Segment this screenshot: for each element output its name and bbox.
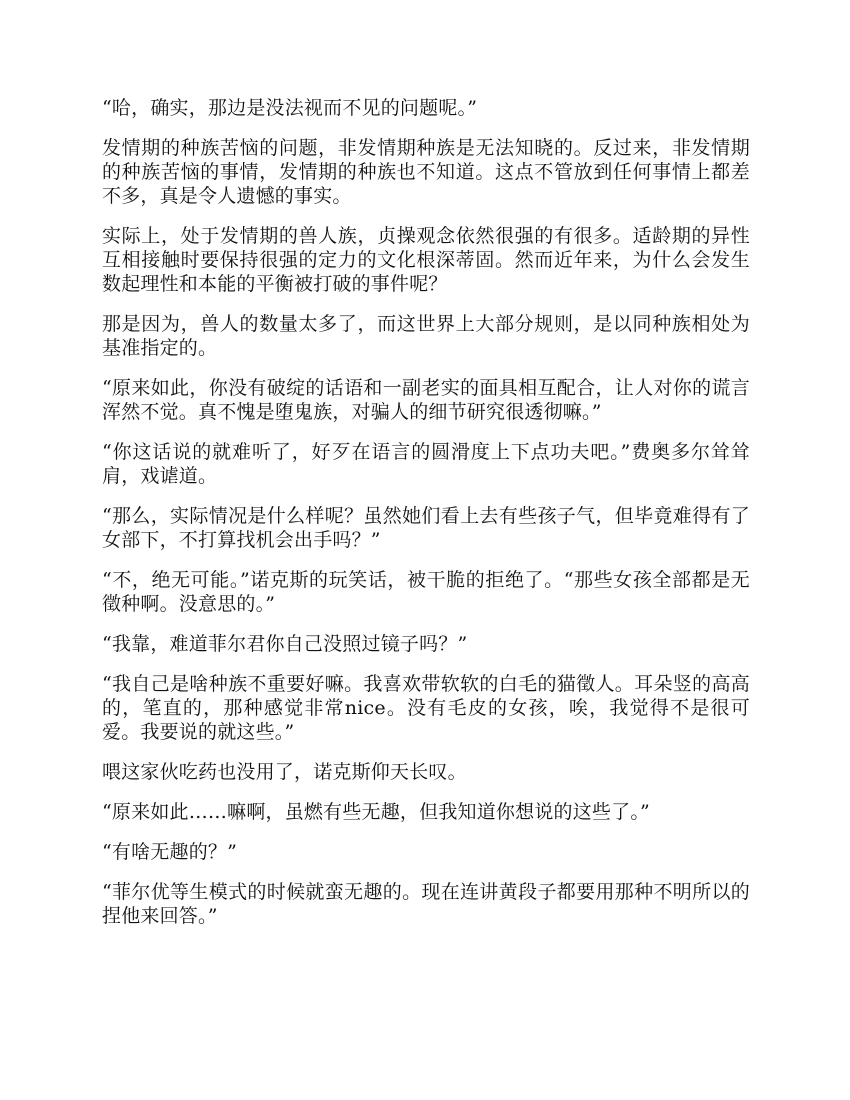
paragraph: “你这话说的就难听了，好歹在语言的圆滑度上下点功夫吧。”费奥多尔耸耸肩，戏谑道。 xyxy=(102,441,750,487)
paragraph: 发情期的种族苦恼的问题，非发情期种族是无法知晓的。反过来，非发情期的种族苦恼的事情，发情期的种族也不知道。这点不管放到任何事情上都差不多，真是令人遗憾的事实。 xyxy=(102,137,750,207)
paragraph: 喂这家伙吃药也没用了，诺克斯仰天长叹。 xyxy=(102,761,467,783)
paragraph: 实际上，处于发情期的兽人族，贞操观念依然很强的有很多。适龄期的异性互相接触时要保持很强的定力的文化根深蒂固。然而近年来，为什么会发生数起理性和本能的平衡被打破的事件呢？ xyxy=(102,225,750,295)
paragraph: “那么，实际情况是什么样呢？虽然她们看上去有些孩子气，但毕竟难得有了女部下，不打算找机会出手吗？” xyxy=(102,505,750,551)
paragraph: “我靠，难道菲尔君你自己没照过镜子吗？” xyxy=(102,633,468,655)
document-page xyxy=(102,96,750,944)
paragraph: “原来如此……嘛啊，虽燃有些无趣，但我知道你想说的这些了。” xyxy=(102,801,650,823)
paragraph: “我自己是啥种族不重要好嘛。我喜欢带软软的白毛的猫徵人。耳朵竖的高高的，笔直的，那种感觉非常nice。没有毛皮的女孩，唉，我觉得不是很可爱。我要说的就这些。” xyxy=(102,673,750,743)
paragraph: 那是因为，兽人的数量太多了，而这世界上大部分规则，是以同种族相处为基准指定的。 xyxy=(102,313,750,359)
paragraph: “有啥无趣的？” xyxy=(102,841,238,863)
paragraph: “菲尔优等生模式的时候就蛮无趣的。现在连讲黄段子都要用那种不明所以的捏他来回答。” xyxy=(102,881,750,927)
paragraph: “哈，确实，那边是没法视而不见的问题呢。” xyxy=(102,97,478,119)
paragraph: “原来如此，你没有破绽的话语和一副老实的面具相互配合，让人对你的谎言浑然不觉。真不愧是堕鬼族，对骗人的细节研究很透彻嘛。” xyxy=(102,377,750,423)
paragraph: “不，绝无可能。”诺克斯的玩笑话，被干脆的拒绝了。“那些女孩全部都是无徵种啊。没意思的。” xyxy=(102,569,750,615)
